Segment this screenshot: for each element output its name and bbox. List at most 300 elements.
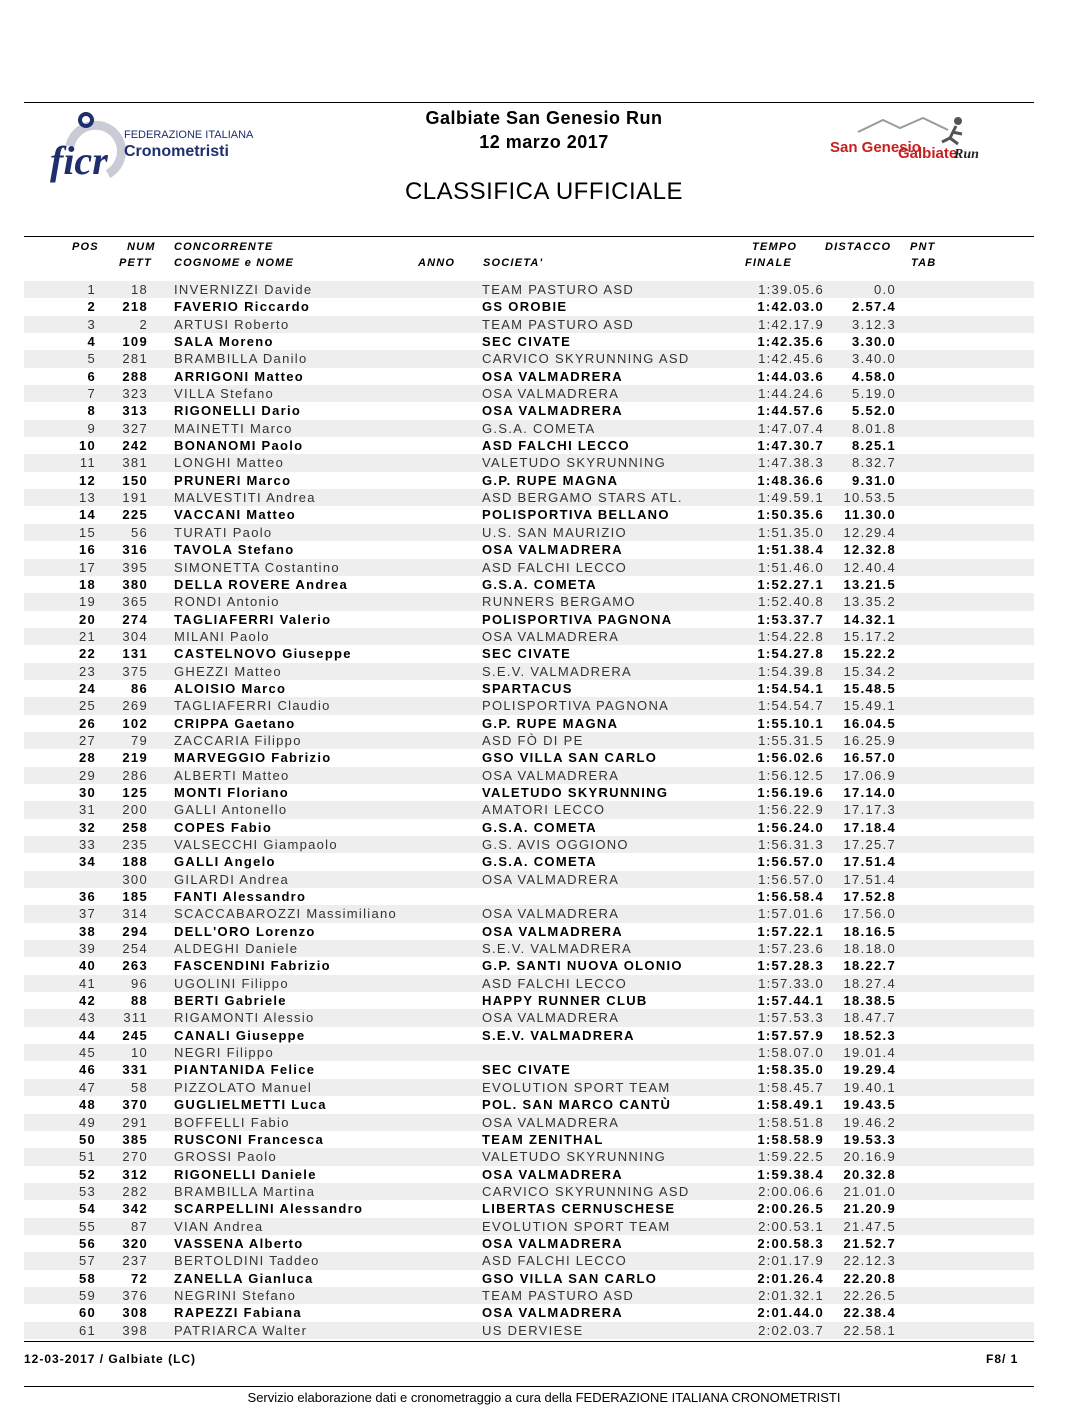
col-tempo: TEMPO xyxy=(752,241,798,253)
cell-final-time: 1:56.12.5 xyxy=(758,767,824,783)
cell-gap: 18.47.7 xyxy=(843,1010,896,1026)
cell-club: US DERVIESE xyxy=(482,1322,584,1338)
cell-bib-number: 56 xyxy=(130,524,148,540)
cell-bib-number: 311 xyxy=(123,1010,148,1026)
cell-athlete-name: MARVEGGIO Fabrizio xyxy=(174,750,332,766)
table-row xyxy=(24,1200,1034,1217)
cell-club: TEAM PASTURO ASD xyxy=(482,1287,635,1303)
table-row xyxy=(24,819,1034,836)
cell-position: 45 xyxy=(78,1045,96,1061)
cell-athlete-name: GALLI Antonello xyxy=(174,802,288,818)
cell-gap: 10.53.5 xyxy=(843,490,896,506)
ficr-logo-line1: FEDERAZIONE ITALIANA xyxy=(124,129,254,141)
cell-final-time: 1:51.35.0 xyxy=(758,524,824,540)
cell-club: ASD FALCHI LECCO xyxy=(482,975,628,991)
cell-club: SPARTACUS xyxy=(482,680,573,696)
cell-gap: 21.20.9 xyxy=(843,1201,896,1217)
cell-athlete-name: FAVERIO Riccardo xyxy=(174,299,311,315)
cell-athlete-name: RIGAMONTI Alessio xyxy=(174,1010,315,1026)
cell-bib-number: 395 xyxy=(122,559,148,575)
table-row xyxy=(24,350,1034,367)
cell-club: OSA VALMADRERA xyxy=(482,1305,623,1321)
cell-position: 48 xyxy=(78,1097,96,1113)
cell-athlete-name: TAGLIAFERRI Valerio xyxy=(174,611,332,627)
cell-bib-number: 398 xyxy=(122,1322,148,1338)
cell-position: 41 xyxy=(78,975,96,991)
top-rule xyxy=(24,102,1034,103)
cell-club: G.S.A. COMETA xyxy=(482,854,597,870)
cell-athlete-name: BERTI Gabriele xyxy=(174,993,287,1009)
race-title: Galbiate San Genesio Run xyxy=(425,108,663,128)
cell-bib-number: 385 xyxy=(122,1131,148,1147)
cell-club: RUNNERS BERGAMO xyxy=(482,594,636,610)
cell-bib-number: 323 xyxy=(122,386,148,402)
cell-position: 34 xyxy=(78,854,96,870)
cell-athlete-name: RAPEZZI Fabiana xyxy=(174,1305,302,1321)
cell-final-time: 1:44.24.6 xyxy=(758,386,824,402)
cell-gap: 2.57.4 xyxy=(852,299,896,315)
cell-gap: 19.40.1 xyxy=(843,1079,896,1095)
cell-club: VALETUDO SKYRUNNING xyxy=(482,1149,667,1165)
table-row xyxy=(24,489,1034,506)
cell-bib-number: 286 xyxy=(122,767,148,783)
cell-athlete-name: DELL'ORO Lorenzo xyxy=(174,923,316,939)
table-row xyxy=(24,402,1034,419)
cell-final-time: 1:58.45.7 xyxy=(758,1079,824,1095)
table-row xyxy=(24,836,1034,853)
cell-position: 3 xyxy=(87,316,96,332)
table-row xyxy=(24,992,1034,1009)
cell-final-time: 1:47.07.4 xyxy=(758,420,824,436)
cell-position: 25 xyxy=(78,698,96,714)
cell-bib-number: 304 xyxy=(122,628,148,644)
cell-club: G.S. AVIS OGGIONO xyxy=(482,837,629,852)
cell-gap: 12.40.4 xyxy=(843,559,896,575)
cell-club: OSA VALMADRERA xyxy=(482,767,620,783)
cell-bib-number: 58 xyxy=(130,1079,148,1095)
cell-athlete-name: CANALI Giuseppe xyxy=(174,1027,306,1043)
table-row xyxy=(24,715,1034,732)
cell-athlete-name: BERTOLDINI Taddeo xyxy=(174,1253,320,1269)
cell-club: SEC CIVATE xyxy=(482,334,572,350)
cell-final-time: 1:47.30.7 xyxy=(757,438,824,454)
cell-athlete-name: GALLI Angelo xyxy=(174,854,276,870)
cell-position: 32 xyxy=(78,819,96,835)
cell-position: 4 xyxy=(87,334,96,350)
cell-gap: 11.30.0 xyxy=(844,507,896,523)
cell-bib-number: 342 xyxy=(122,1201,148,1217)
cell-position: 20 xyxy=(78,611,96,627)
table-row xyxy=(24,1235,1034,1252)
col-anno: ANNO xyxy=(418,257,456,269)
event-logo-text1: San Genesio xyxy=(830,139,921,156)
cell-gap: 20.32.8 xyxy=(843,1166,896,1182)
cell-final-time: 1:51.38.4 xyxy=(757,542,824,558)
cell-final-time: 1:47.38.3 xyxy=(758,455,824,471)
cell-position: 52 xyxy=(78,1166,96,1182)
cell-club: TEAM ZENITHAL xyxy=(482,1131,604,1147)
table-row xyxy=(24,506,1034,523)
cell-final-time: 1:59.22.5 xyxy=(758,1149,824,1165)
table-row xyxy=(24,1287,1034,1304)
cell-gap: 16.25.9 xyxy=(843,732,896,748)
cell-club: TEAM PASTURO ASD xyxy=(482,282,635,297)
cell-bib-number: 269 xyxy=(122,698,148,714)
bottom-rule xyxy=(24,1341,1034,1342)
cell-gap: 16.04.5 xyxy=(843,715,896,731)
ficr-logo-line2: Cronometristi xyxy=(124,143,229,160)
cell-athlete-name: ALBERTI Matteo xyxy=(174,767,290,783)
table-row xyxy=(24,697,1034,714)
cell-club: OSA VALMADRERA xyxy=(482,1114,620,1130)
cell-gap: 8.32.7 xyxy=(852,455,896,471)
table-row xyxy=(24,316,1034,333)
cell-bib-number: 2 xyxy=(139,316,148,332)
cell-gap: 17.56.0 xyxy=(843,906,896,922)
cell-bib-number: 312 xyxy=(122,1166,148,1182)
table-row xyxy=(24,784,1034,801)
col-pnt: PNT xyxy=(910,241,936,253)
cell-final-time: 1:57.44.1 xyxy=(757,993,824,1009)
cell-final-time: 1:56.58.4 xyxy=(757,889,824,905)
table-row xyxy=(24,281,1034,298)
cell-bib-number: 274 xyxy=(122,611,148,627)
cell-club: S.E.V. VALMADRERA xyxy=(482,1027,635,1043)
cell-athlete-name: SALA Moreno xyxy=(174,334,274,350)
cell-athlete-name: COPES Fabio xyxy=(174,819,273,835)
cell-club: AMATORI LECCO xyxy=(482,802,606,818)
cell-athlete-name: ARRIGONI Matteo xyxy=(174,368,304,384)
cell-final-time: 1:58.07.0 xyxy=(758,1045,824,1061)
table-row xyxy=(24,1114,1034,1131)
table-row xyxy=(24,1044,1034,1061)
cell-final-time: 1:56.31.3 xyxy=(758,837,824,852)
cell-club: VALETUDO SKYRUNNING xyxy=(482,784,669,800)
cell-final-time: 1:58.58.9 xyxy=(757,1131,824,1147)
cell-position: 40 xyxy=(78,958,96,974)
table-row xyxy=(24,940,1034,957)
cell-position: 7 xyxy=(87,386,96,402)
table-row xyxy=(24,576,1034,593)
cell-position: 50 xyxy=(78,1131,96,1147)
table-row xyxy=(24,1009,1034,1026)
cell-athlete-name: GUGLIELMETTI Luca xyxy=(174,1097,327,1113)
cell-position: 6 xyxy=(87,368,96,384)
cell-position: 59 xyxy=(78,1287,96,1303)
results-table xyxy=(24,281,1034,1339)
cell-athlete-name: VALSECCHI Giampaolo xyxy=(174,837,338,852)
cell-position: 29 xyxy=(78,767,96,783)
cell-bib-number: 79 xyxy=(130,732,148,748)
cell-bib-number: 380 xyxy=(122,576,148,592)
cell-gap: 3.40.0 xyxy=(852,351,896,367)
cell-club: OSA VALMADRERA xyxy=(482,368,623,384)
cell-club: HAPPY RUNNER CLUB xyxy=(482,993,648,1009)
cell-final-time: 1:42.45.6 xyxy=(758,351,824,367)
cell-final-time: 1:49.59.1 xyxy=(758,490,824,506)
cell-bib-number: 258 xyxy=(122,819,148,835)
cell-final-time: 2:00.53.1 xyxy=(758,1218,824,1234)
cell-position: 5 xyxy=(87,351,96,367)
cell-final-time: 1:56.02.6 xyxy=(757,750,824,766)
cell-final-time: 2:02.03.7 xyxy=(758,1322,824,1338)
cell-gap: 3.12.3 xyxy=(852,316,896,332)
cell-club: POLISPORTIVA PAGNONA xyxy=(482,698,670,714)
cell-club: VALETUDO SKYRUNNING xyxy=(482,455,667,471)
cell-bib-number: 185 xyxy=(122,889,148,905)
cell-position: 57 xyxy=(78,1253,96,1269)
cell-bib-number: 18 xyxy=(130,282,148,297)
table-row xyxy=(24,1027,1034,1044)
cell-athlete-name: MALVESTITI Andrea xyxy=(174,490,316,506)
cell-position: 22 xyxy=(78,646,96,662)
cell-athlete-name: FANTI Alessandro xyxy=(174,889,307,905)
col-cognome-nome: COGNOME e NOME xyxy=(174,257,295,269)
cell-club: TEAM PASTURO ASD xyxy=(482,316,635,332)
cell-bib-number: 237 xyxy=(122,1253,148,1269)
cell-athlete-name: RUSCONI Francesca xyxy=(174,1131,324,1147)
cell-final-time: 2:00.06.6 xyxy=(758,1183,824,1199)
cell-final-time: 1:48.36.6 xyxy=(757,472,824,488)
cell-final-time: 2:01.17.9 xyxy=(758,1253,824,1269)
cell-bib-number: 282 xyxy=(122,1183,148,1199)
cell-position: 61 xyxy=(78,1322,96,1338)
cell-bib-number: 245 xyxy=(122,1027,148,1043)
cell-bib-number: 109 xyxy=(122,334,148,350)
cell-position: 8 xyxy=(87,403,96,419)
cell-club: CARVICO SKYRUNNING ASD xyxy=(482,1183,690,1199)
cell-gap: 22.20.8 xyxy=(843,1270,896,1286)
table-row xyxy=(24,368,1034,385)
cell-athlete-name: VASSENA Alberto xyxy=(174,1235,304,1251)
table-row xyxy=(24,1322,1034,1339)
footer-page: F8/ 1 xyxy=(986,1352,1019,1366)
table-row xyxy=(24,905,1034,922)
table-row xyxy=(24,454,1034,471)
cell-position: 18 xyxy=(78,576,96,592)
col-num: NUM xyxy=(127,241,156,253)
cell-position: 46 xyxy=(78,1062,96,1078)
cell-bib-number: 10 xyxy=(130,1045,148,1061)
cell-athlete-name: TURATI Paolo xyxy=(174,524,273,540)
cell-bib-number: 254 xyxy=(122,941,148,957)
cell-athlete-name: BONANOMI Paolo xyxy=(174,438,304,454)
cell-athlete-name: RONDI Antonio xyxy=(174,594,280,610)
cell-final-time: 1:57.01.6 xyxy=(758,906,824,922)
table-row xyxy=(24,628,1034,645)
cell-athlete-name: LONGHI Matteo xyxy=(174,455,285,471)
cell-athlete-name: VILLA Stefano xyxy=(174,386,275,402)
cell-position: 24 xyxy=(78,680,96,696)
cell-gap: 18.16.5 xyxy=(843,923,896,939)
cell-bib-number: 327 xyxy=(122,420,148,436)
cell-bib-number: 150 xyxy=(122,472,148,488)
cell-club: G.S.A. COMETA xyxy=(482,420,596,436)
cell-club: S.E.V. VALMADRERA xyxy=(482,663,632,679)
table-row xyxy=(24,437,1034,454)
cell-club: ASD FALCHI LECCO xyxy=(482,559,628,575)
cell-bib-number: 316 xyxy=(122,542,148,558)
cell-bib-number: 281 xyxy=(122,351,148,367)
cell-position: 9 xyxy=(87,420,96,436)
table-row xyxy=(24,1079,1034,1096)
cell-gap: 9.31.0 xyxy=(852,472,896,488)
cell-club: EVOLUTION SPORT TEAM xyxy=(482,1218,671,1234)
cell-gap: 13.35.2 xyxy=(843,594,896,610)
cell-final-time: 1:54.54.7 xyxy=(758,698,824,714)
cell-final-time: 1:54.27.8 xyxy=(757,646,824,662)
table-row xyxy=(24,385,1034,402)
cell-athlete-name: PATRIARCA Walter xyxy=(174,1322,308,1338)
cell-final-time: 2:01.32.1 xyxy=(758,1287,824,1303)
cell-bib-number: 320 xyxy=(122,1235,148,1251)
cell-gap: 12.29.4 xyxy=(843,524,896,540)
cell-final-time: 1:54.22.8 xyxy=(758,628,824,644)
cell-club: OSA VALMADRERA xyxy=(482,906,620,922)
cell-gap: 17.06.9 xyxy=(843,767,896,783)
cell-bib-number: 200 xyxy=(122,802,148,818)
cell-club: OSA VALMADRERA xyxy=(482,542,623,558)
cell-gap: 15.34.2 xyxy=(843,663,896,679)
cell-bib-number: 270 xyxy=(122,1149,148,1165)
cell-athlete-name: GILARDI Andrea xyxy=(174,871,290,887)
cell-position: 43 xyxy=(78,1010,96,1026)
cell-athlete-name: PIANTANIDA Felice xyxy=(174,1062,316,1078)
cell-position: 13 xyxy=(78,490,96,506)
table-row xyxy=(24,420,1034,437)
cell-athlete-name: DELLA ROVERE Andrea xyxy=(174,576,348,592)
cell-position: 1 xyxy=(87,282,96,297)
col-finale: FINALE xyxy=(745,257,792,269)
cell-club: G.P. SANTI NUOVA OLONIO xyxy=(482,958,683,974)
cell-athlete-name: ALDEGHI Daniele xyxy=(174,941,299,957)
cell-club: G.P. RUPE MAGNA xyxy=(482,472,619,488)
table-row xyxy=(24,593,1034,610)
cell-bib-number: 263 xyxy=(122,958,148,974)
col-pett: PETT xyxy=(119,257,152,269)
cell-athlete-name: VACCANI Matteo xyxy=(174,507,296,523)
cell-final-time: 1:54.39.8 xyxy=(758,663,824,679)
table-row xyxy=(24,749,1034,766)
table-row xyxy=(24,663,1034,680)
cell-final-time: 2:00.26.5 xyxy=(757,1201,824,1217)
cell-bib-number: 87 xyxy=(130,1218,148,1234)
col-tab: TAB xyxy=(911,257,937,269)
cell-final-time: 1:42.03.0 xyxy=(757,299,824,315)
cell-position: 55 xyxy=(78,1218,96,1234)
table-row xyxy=(24,1270,1034,1287)
cell-final-time: 1:57.57.9 xyxy=(757,1027,824,1043)
cell-club: OSA VALMADRERA xyxy=(482,923,623,939)
cell-gap: 19.43.5 xyxy=(843,1097,896,1113)
cell-final-time: 1:52.40.8 xyxy=(758,594,824,610)
cell-final-time: 1:58.35.0 xyxy=(757,1062,824,1078)
cell-gap: 17.17.3 xyxy=(843,802,896,818)
cell-bib-number: 376 xyxy=(122,1287,148,1303)
cell-position: 16 xyxy=(78,542,96,558)
table-row xyxy=(24,680,1034,697)
cell-gap: 16.57.0 xyxy=(843,750,896,766)
cell-gap: 5.52.0 xyxy=(852,403,896,419)
cell-final-time: 1:44.57.6 xyxy=(757,403,824,419)
cell-club: SEC CIVATE xyxy=(482,646,572,662)
cell-final-time: 1:58.49.1 xyxy=(757,1097,824,1113)
table-row xyxy=(24,541,1034,558)
cell-position: 10 xyxy=(78,438,96,454)
cell-gap: 15.22.2 xyxy=(843,646,896,662)
cell-position: 51 xyxy=(78,1149,96,1165)
table-header-rule xyxy=(24,236,1034,237)
cell-final-time: 1:56.57.0 xyxy=(757,854,824,870)
cell-club: G.S.A. COMETA xyxy=(482,576,597,592)
cell-final-time: 2:01.44.0 xyxy=(757,1305,824,1321)
cell-club: POLISPORTIVA PAGNONA xyxy=(482,611,673,627)
cell-gap: 17.14.0 xyxy=(843,784,896,800)
cell-athlete-name: SCARPELLINI Alessandro xyxy=(174,1201,364,1217)
table-row xyxy=(24,1252,1034,1269)
cell-athlete-name: UGOLINI Filippo xyxy=(174,975,289,991)
cell-final-time: 1:57.33.0 xyxy=(758,975,824,991)
cell-bib-number: 291 xyxy=(122,1114,148,1130)
cell-position: 37 xyxy=(78,906,96,922)
cell-athlete-name: TAGLIAFERRI Claudio xyxy=(174,698,331,714)
cell-position: 12 xyxy=(78,472,96,488)
table-row xyxy=(24,801,1034,818)
cell-position: 44 xyxy=(78,1027,96,1043)
cell-final-time: 1:51.46.0 xyxy=(758,559,824,575)
cell-bib-number: 218 xyxy=(122,299,148,315)
cell-gap: 8.25.1 xyxy=(852,438,896,454)
cell-final-time: 2:01.26.4 xyxy=(757,1270,824,1286)
footer-date-place: 12-03-2017 / Galbiate (LC) xyxy=(24,1352,197,1366)
cell-gap: 18.22.7 xyxy=(843,958,896,974)
cell-gap: 17.25.7 xyxy=(843,837,896,852)
event-logo-text2: Galbiate xyxy=(898,145,958,162)
table-row xyxy=(24,559,1034,576)
cell-athlete-name: GROSSI Paolo xyxy=(174,1149,278,1165)
cell-final-time: 1:58.51.8 xyxy=(758,1114,824,1130)
cell-gap: 21.47.5 xyxy=(843,1218,896,1234)
cell-club: OSA VALMADRERA xyxy=(482,1235,623,1251)
cell-athlete-name: CRIPPA Gaetano xyxy=(174,715,296,731)
cell-club: ASD FALCHI LECCO xyxy=(482,1253,628,1269)
cell-position: 21 xyxy=(78,628,96,644)
table-row xyxy=(24,611,1034,628)
cell-gap: 17.52.8 xyxy=(843,889,896,905)
cell-athlete-name: MILANI Paolo xyxy=(174,628,270,644)
cell-bib-number: 300 xyxy=(122,871,148,887)
cell-bib-number: 370 xyxy=(122,1097,148,1113)
cell-final-time: 1:57.22.1 xyxy=(757,923,824,939)
cell-position: 2 xyxy=(87,299,96,315)
cell-position: 27 xyxy=(78,732,96,748)
cell-club: U.S. SAN MAURIZIO xyxy=(482,524,627,540)
cell-position: 14 xyxy=(78,507,96,523)
cell-athlete-name: PIZZOLATO Manuel xyxy=(174,1079,313,1095)
table-row xyxy=(24,1061,1034,1078)
table-row xyxy=(24,1131,1034,1148)
cell-gap: 0.0 xyxy=(874,282,896,297)
cell-athlete-name: SCACCABAROZZI Massimiliano xyxy=(174,906,398,922)
cell-gap: 17.51.4 xyxy=(843,871,896,887)
cell-gap: 3.30.0 xyxy=(852,334,896,350)
cell-athlete-name: INVERNIZZI Davide xyxy=(174,282,313,297)
cell-final-time: 1:54.54.1 xyxy=(757,680,824,696)
cell-position: 39 xyxy=(78,941,96,957)
cell-club: LIBERTAS CERNUSCHESE xyxy=(482,1201,676,1217)
cell-bib-number: 131 xyxy=(122,646,148,662)
table-row xyxy=(24,1218,1034,1235)
